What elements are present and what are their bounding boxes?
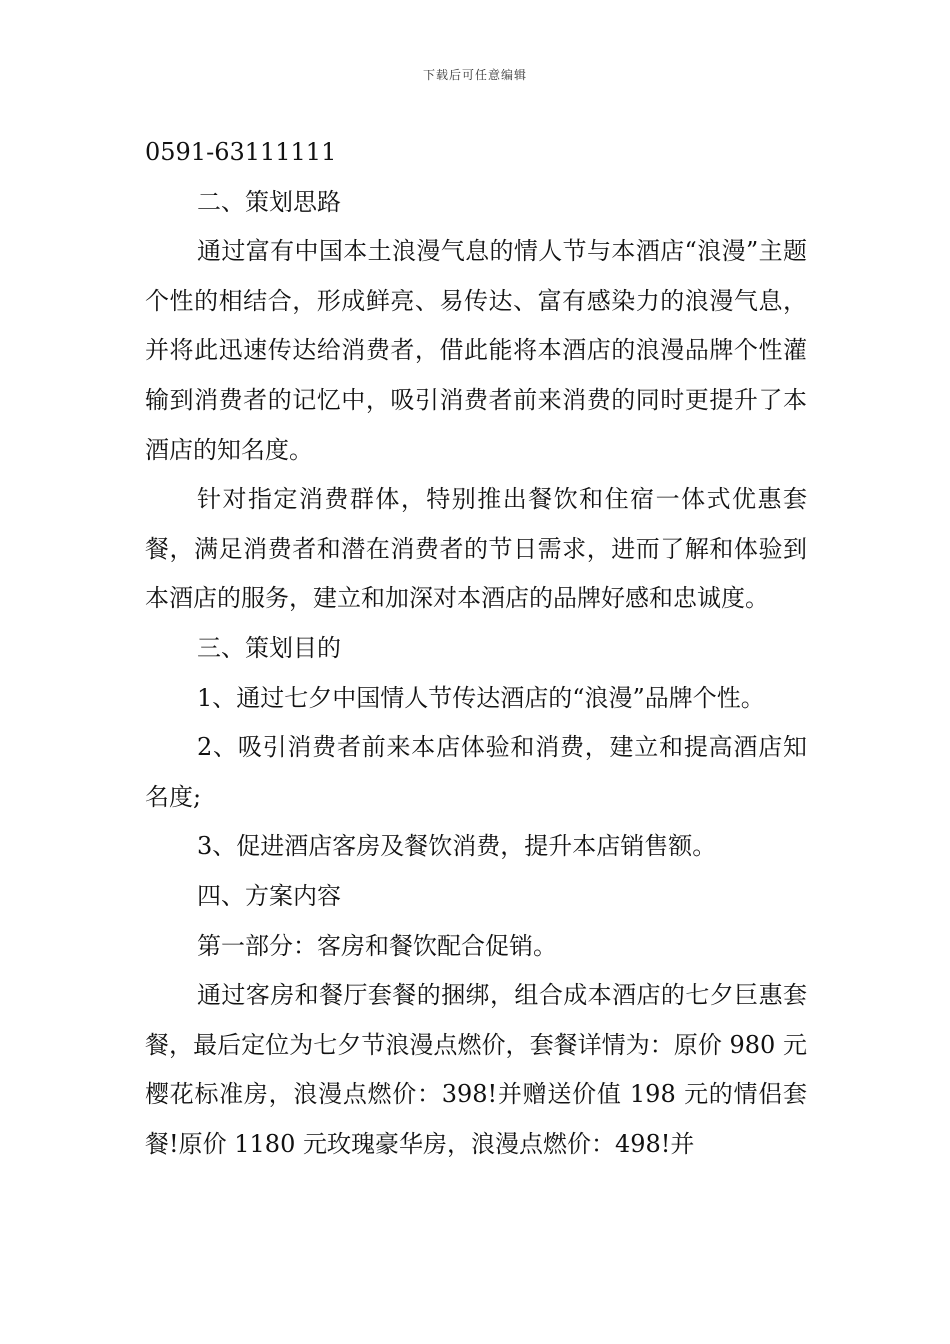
goal-item-2: 2、吸引消费者前来本店体验和消费，建立和提高酒店知名度; <box>145 733 807 811</box>
goal-item-3: 3、促进酒店客房及餐饮消费，提升本店销售额。 <box>197 832 717 861</box>
paragraph-planning-idea-1: 通过富有中国本土浪漫气息的情人节与本酒店“浪漫”主题个性的相结合，形成鲜亮、易传达、富有感染力的浪漫气息，并将此迅速传达给消费者，借此能将本酒店的浪漫品牌个性灌输到消费者的记忆中，吸引消费者前来消费的同时更提升了本酒店的知名度。 <box>145 237 807 464</box>
subsection-heading-part-one: 第一部分：客房和餐饮配合促销。 <box>197 931 557 960</box>
section-heading-planning-idea: 二、策划思路 <box>197 187 341 216</box>
phone-number-line: 0591-63111111 <box>145 138 337 166</box>
document-body <box>145 128 807 1169</box>
paragraph-planning-idea-2: 针对指定消费群体，特别推出餐饮和住宿一体式优惠套餐，满足消费者和潜在消费者的节日需求，进而了解和体验到本酒店的服务，建立和加深对本酒店的品牌好感和忠诚度。 <box>145 485 807 613</box>
section-heading-plan-content: 四、方案内容 <box>197 881 341 910</box>
paragraph-package-details: 通过客房和餐厅套餐的捆绑，组合成本酒店的七夕巨惠套餐，最后定位为七夕节浪漫点燃价，套餐详情为：原价 980 元樱花标准房，浪漫点燃价：398!并赠送价值 198 元的情侣套餐!原价 1180 元玫瑰豪华房，浪漫点燃价：498!并 <box>145 981 807 1158</box>
header-note: 下载后可任意编辑 <box>422 68 527 82</box>
goal-item-1: 1、通过七夕中国情人节传达酒店的“浪漫”品牌个性。 <box>197 683 765 712</box>
section-heading-planning-goal: 三、策划目的 <box>197 633 341 662</box>
